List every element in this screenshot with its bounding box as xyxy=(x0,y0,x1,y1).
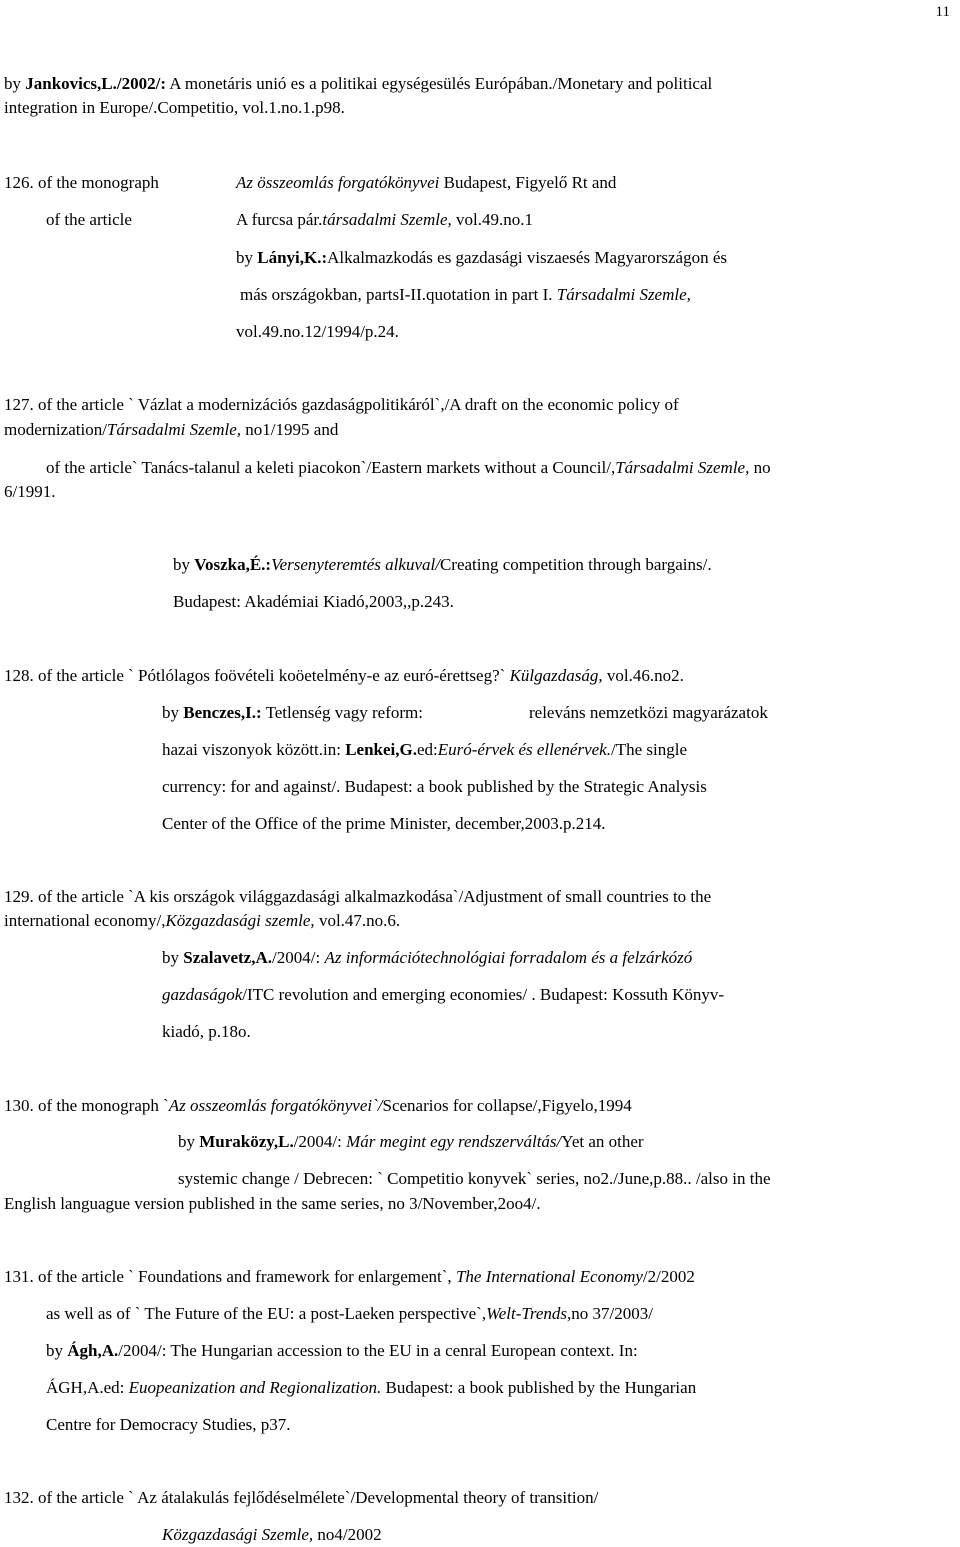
reference-line: ÁGH,A.ed: Euopeanization and Regionalization. Budapest: a book published by the Hungarian xyxy=(46,1378,697,1397)
reference-line: international economy/,Közgazdasági szemle, vol.47.no.6. xyxy=(4,911,401,930)
reference-line: Centre for Democracy Studies, p37. xyxy=(46,1415,291,1434)
reference-line: English languague version published in the same series, no 3/November,2oo4/. xyxy=(4,1194,541,1213)
reference-line: 128. of the article ` Pótlólagos foövételi koöetelmény-e az euró-érettseg?` Külgazdaság, vol.46.no2. xyxy=(4,666,684,685)
reference-line: releváns nemzetközi magyarázatok xyxy=(529,703,768,722)
reference-line: más országokban, partsI-II.quotation in part I. Társadalmi Szemle, xyxy=(240,285,691,304)
reference-line: by Jankovics,L./2002/: A monetáris unió es a politikai egységesülés Európában./Monetary and political xyxy=(4,74,713,93)
reference-line: vol.49.no.12/1994/p.24. xyxy=(236,322,399,341)
reference-line: integration in Europe/.Competitio, vol.1.no.1.p98. xyxy=(4,98,345,117)
reference-line: 6/1991. xyxy=(4,482,56,501)
page-number: 11 xyxy=(935,4,950,20)
reference-line: 131. of the article ` Foundations and framework for enlargement`, The International Economy/2/2002 xyxy=(4,1267,695,1286)
reference-line: A furcsa pár.társadalmi Szemle, vol.49.no.1 xyxy=(236,210,534,229)
reference-line: by Szalavetz,A./2004/: Az információtechnológiai forradalom és a felzárkózó xyxy=(162,948,693,967)
reference-line: by Benczes,I.: Tetlenség vagy reform: xyxy=(162,703,423,722)
reference-line: by Muraközy,L./2004/: Már megint egy rendszerváltás/Yet an other xyxy=(178,1132,644,1151)
reference-line: Center of the Office of the prime Minister, december,2003.p.214. xyxy=(162,814,606,833)
reference-line: Budapest: Akadémiai Kiadó,2003,,p.243. xyxy=(173,592,454,611)
reference-line: gazdaságok/ITC revolution and emerging economies/ . Budapest: Kossuth Könyv- xyxy=(162,985,725,1004)
entry-126-label: 126. of the monograph xyxy=(4,173,159,192)
reference-line: 127. of the article ` Vázlat a modernizációs gazdaságpolitikáról`,/A draft on the economic policy of xyxy=(4,395,679,414)
reference-line: 132. of the article ` Az átalakulás fejlődéselmélete`/Developmental theory of transition/ xyxy=(4,1488,599,1507)
reference-line: kiadó, p.18o. xyxy=(162,1022,251,1041)
reference-line: systemic change / Debrecen: ` Competitio konyvek` series, no2./June,p.88.. /also in the xyxy=(178,1169,771,1188)
reference-line: 130. of the monograph `Az osszeomlás forgatókönyvei`/Scenarios for collapse/,Figyelo,1994 xyxy=(4,1096,632,1115)
reference-line: Közgazdasági Szemle, no4/2002 xyxy=(162,1525,382,1544)
reference-line: modernization/Társadalmi Szemle, no1/1995 and xyxy=(4,420,339,439)
reference-line: as well as of ` The Future of the EU: a post-Laeken perspective`,Welt-Trends,no 37/2003/ xyxy=(46,1304,653,1323)
entry-126-sublabel: of the article xyxy=(46,210,132,229)
reference-line: by Voszka,É.:Versenyteremtés alkuval/Creating competition through bargains/. xyxy=(173,555,712,574)
reference-line: of the article` Tanács-talanul a keleti piacokon`/Eastern markets without a Council/,Társadalmi Szemle, no xyxy=(46,458,771,477)
reference-line: 129. of the article `A kis országok világgazdasági alkalmazkodása`/Adjustment of small countries to the xyxy=(4,887,712,906)
reference-line: hazai viszonyok között.in: Lenkei,G.ed:Euró-érvek és ellenérvek./The single xyxy=(162,740,687,759)
reference-line: by Ágh,A./2004/: The Hungarian accession to the EU in a cenral European context. In: xyxy=(46,1341,638,1360)
reference-line: by Lányi,K.:Alkalmazkodás es gazdasági viszaesés Magyarországon és xyxy=(236,248,727,267)
reference-line: currency: for and against/. Budapest: a book published by the Strategic Analysis xyxy=(162,777,707,796)
reference-line: Az összeomlás forgatókönyvei Budapest, Figyelő Rt and xyxy=(236,173,617,192)
